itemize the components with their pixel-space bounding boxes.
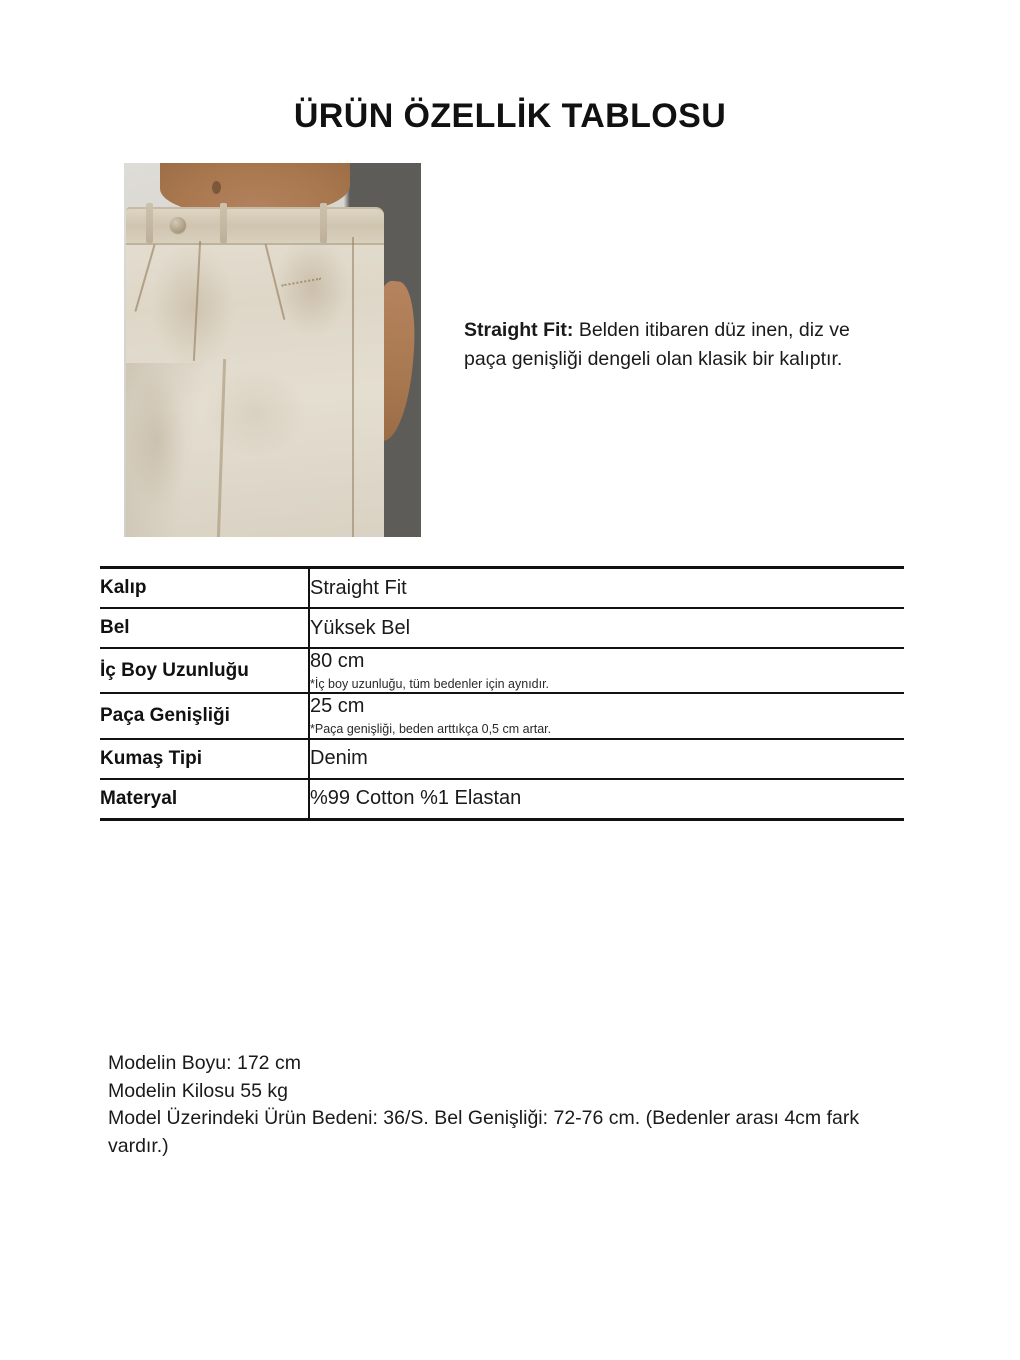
- spec-value-text: Yüksek Bel: [310, 616, 411, 639]
- model-height: Modelin Boyu: 172 cm: [108, 1052, 301, 1074]
- spec-label: Kalıp: [100, 568, 309, 609]
- spec-label: Materyal: [100, 779, 309, 820]
- fit-description-text: Belden itibaren düz inen, diz ve paça genişliği dengeli olan klasik bir kalıptır.: [464, 319, 850, 370]
- spec-value-note: *Paça genişliği, beden arttıkça 0,5 cm artar.: [310, 722, 552, 737]
- product-spec-table: [100, 566, 904, 821]
- spec-value-note: *İç boy uzunluğu, tüm bedenler için aynıdır.: [310, 677, 550, 691]
- side-seam: [352, 237, 354, 537]
- spec-value-text: Denim: [310, 747, 368, 769]
- spec-value: [309, 608, 904, 648]
- spec-value-text: %99 Cotton %1 Elastan: [310, 787, 522, 809]
- table-row: [100, 739, 904, 779]
- table-row: [100, 779, 904, 820]
- leg-shading: [126, 363, 212, 537]
- fit-description-lead: Straight Fit:: [464, 319, 574, 341]
- model-info: [108, 1050, 898, 1161]
- model-weight: Modelin Kilosu 55 kg: [108, 1079, 288, 1102]
- product-photo-background: [124, 163, 421, 537]
- page-title: ÜRÜN ÖZELLİK TABLOSU: [293, 97, 727, 135]
- spec-label: Bel: [100, 608, 309, 648]
- spec-value-text: 80 cm: [310, 650, 365, 672]
- table-row: [100, 568, 904, 609]
- belt-loop: [220, 203, 227, 243]
- belt-loop: [320, 203, 327, 243]
- spec-value-text: 25 cm: [310, 695, 365, 718]
- spec-label: Kumaş Tipi: [100, 739, 309, 779]
- spec-value: [309, 693, 904, 738]
- spec-value: [309, 568, 904, 609]
- jeans-waistband: [126, 207, 384, 245]
- table-row: [100, 648, 904, 693]
- model-worn-size: Model Üzerindeki Ürün Bedeni: 36/S. Bel Genişliği: 72-76 cm. (Bedenler arası 4cm fark vardır.): [108, 1107, 865, 1158]
- spec-value-text: Straight Fit: [310, 576, 407, 599]
- spec-label: İç Boy Uzunluğu: [100, 648, 309, 693]
- product-photo: [124, 163, 421, 537]
- table-row: [100, 693, 904, 738]
- belt-loop: [146, 203, 153, 243]
- table-row: [100, 608, 904, 648]
- spec-label: Paça Genişliği: [100, 693, 309, 738]
- spec-value: [309, 739, 904, 779]
- spec-value: [309, 648, 904, 693]
- fit-description: [464, 316, 880, 374]
- spec-value: [309, 779, 904, 820]
